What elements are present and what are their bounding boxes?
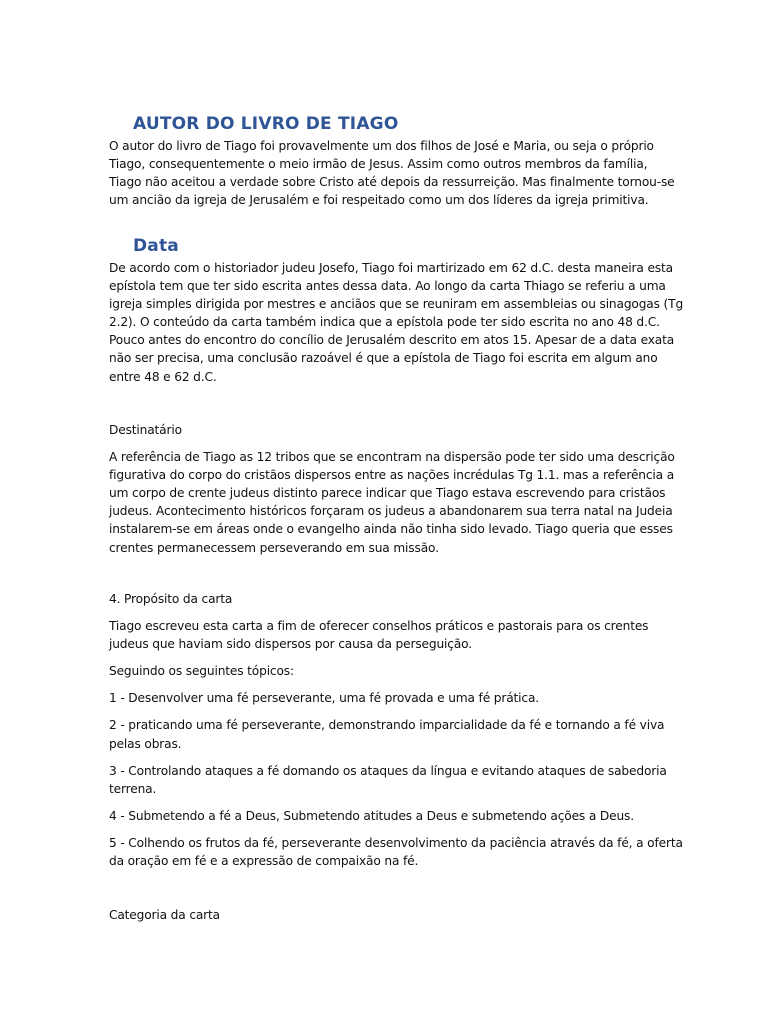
list-item <box>109 762 669 798</box>
text-line: crentes permanecessem perseverando em sua missão. <box>109 540 439 555</box>
list-item-line: terrena. <box>109 781 157 796</box>
list-item <box>109 689 669 707</box>
list-item-line: 3 - Controlando ataques a fé domando os ataques da língua e evitando ataques de sabedoria <box>109 763 667 778</box>
text-line: 2.2). O conteúdo da carta também indica que a epístola pode ter sido escrita no ano 48 d.C. <box>109 315 660 330</box>
list-item <box>109 807 669 825</box>
text-line: Tiago, consequentemente o meio irmão de Jesus. Assim como outros membros da família, <box>109 157 648 172</box>
text-line: judeus. Acontecimento históricos forçaram os judeus a abandonarem sua terra natal na Judeia <box>109 504 673 519</box>
text-line: figurativa do corpo do cristãos dispersos entre as nações incrédulas Tg 1.1. mas a referência a <box>109 468 675 483</box>
list-item-line: da oração em fé e a expressão de compaixão na fé. <box>109 854 419 869</box>
text-line: um corpo de crente judeus distinto parece indicar que Tiago estava escrevendo para cristãos <box>109 486 666 501</box>
list-item <box>109 716 669 752</box>
text-line: igreja simples dirigida por mestres e anciãos que se reuniram em assembleias ou sinagogas (Tg <box>109 297 684 312</box>
purpose-section <box>109 590 683 870</box>
list-item-line: 5 - Colhendo os frutos da fé, perseverante desenvolvimento da paciência através da fé, a oferta <box>109 835 683 850</box>
date-paragraph <box>109 259 684 386</box>
text-line: O autor do livro de Tiago foi provavelmente um dos filhos de José e Maria, ou seja o próprio <box>109 139 654 153</box>
text-line: Tiago escreveu esta carta a fim de oferecer conselhos práticos e pastorais para os crentes <box>109 619 649 634</box>
category-section <box>109 906 669 924</box>
section-label-purpose: 4. Propósito da carta <box>109 592 233 606</box>
list-item-line: pelas obras. <box>109 736 182 751</box>
text-line: Pouco antes do encontro do concílio de Jerusalém descrito em atos 15. Apesar de a data exata <box>109 333 675 348</box>
text-line: entre 48 e 62 d.C. <box>109 369 217 384</box>
section-heading-date: Data <box>133 236 179 256</box>
text-line: não ser precisa, uma conclusão razoável é que a epístola de Tiago foi escrita em algum ano <box>109 351 658 366</box>
list-item-line: 4 - Submetendo a fé a Deus, Submetendo atitudes a Deus e submetendo ações a Deus. <box>109 808 634 823</box>
text-line: epístola tem que ter sido escrita antes dessa data. Ao longo da carta Thiago se referiu a uma <box>109 279 666 294</box>
topics-label: Seguindo os seguintes tópicos: <box>109 664 294 679</box>
section-heading-author: AUTOR DO LIVRO DE TIAGO <box>133 114 399 134</box>
section-label-recipient: Destinatário <box>109 423 182 437</box>
author-paragraph <box>109 137 675 209</box>
text-line: um ancião da igreja de Jerusalém e foi respeitado como um dos líderes da igreja primitiva. <box>109 193 649 208</box>
section-label-category: Categoria da carta <box>109 908 220 922</box>
text-line: Tiago não aceitou a verdade sobre Cristo até depois da ressurreição. Mas finalmente tornou-se <box>109 175 675 190</box>
text-line: instalarem-se em áreas onde o evangelho ainda não tinha sido levado. Tiago queria que esses <box>109 522 673 537</box>
recipient-section <box>109 421 675 557</box>
list-item <box>109 834 683 870</box>
text-line: De acordo com o historiador judeu Josefo, Tiago foi martirizado em 62 d.C. desta maneira esta <box>109 261 673 275</box>
list-item-line: 2 - praticando uma fé perseverante, demonstrando imparcialidade da fé e tornando a fé viva <box>109 718 665 733</box>
list-item-line: 1 - Desenvolver uma fé perseverante, uma fé provada e uma fé prática. <box>109 691 539 706</box>
text-line: judeus que haviam sido dispersos por causa da perseguição. <box>109 637 472 652</box>
text-line: A referência de Tiago as 12 tribos que se encontram na dispersão pode ter sido uma descrição <box>109 450 675 465</box>
